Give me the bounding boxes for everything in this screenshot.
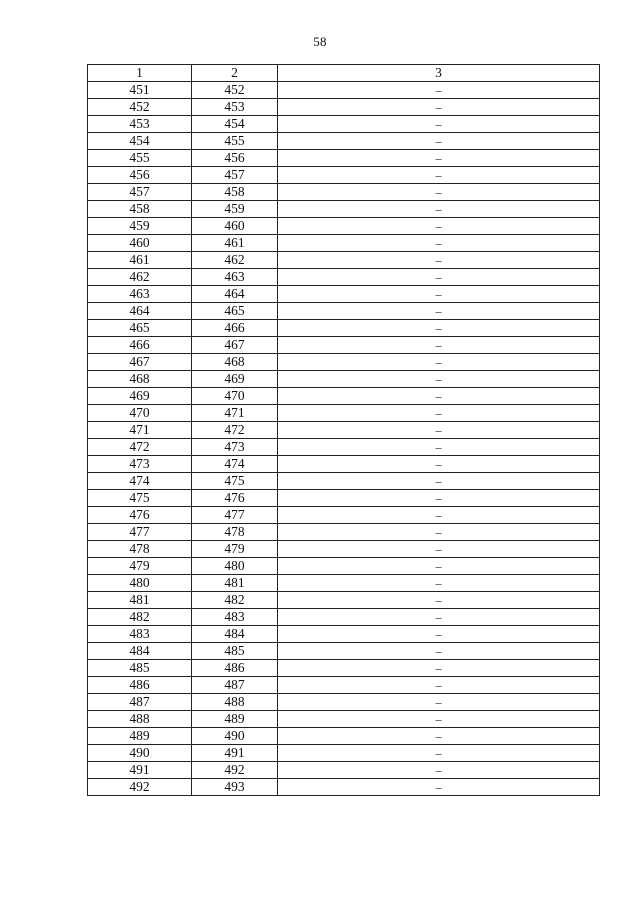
table-cell-col-2: 452 (192, 82, 278, 99)
table-cell-col-1: 477 (88, 524, 192, 541)
table-row (88, 626, 600, 643)
table-cell-col-3: – (278, 371, 600, 388)
table-cell-col-1: 460 (88, 235, 192, 252)
table-cell-col-1: 487 (88, 694, 192, 711)
table-cell-col-2: 458 (192, 184, 278, 201)
table-row (88, 320, 600, 337)
table-cell-col-1: 465 (88, 320, 192, 337)
table-cell-col-3: – (278, 490, 600, 507)
table-row (88, 218, 600, 235)
table-cell-col-1: 468 (88, 371, 192, 388)
table-row (88, 252, 600, 269)
table-cell-col-1: 489 (88, 728, 192, 745)
table-row (88, 524, 600, 541)
table-cell-col-3: – (278, 303, 600, 320)
table-cell-col-3: – (278, 354, 600, 371)
table-cell-col-3: – (278, 405, 600, 422)
table-cell-col-1: 454 (88, 133, 192, 150)
table-cell-col-1: 490 (88, 745, 192, 762)
table-cell-col-2: 462 (192, 252, 278, 269)
table-row (88, 779, 600, 796)
table-cell-col-1: 482 (88, 609, 192, 626)
table-cell-col-2: 472 (192, 422, 278, 439)
table-cell-col-2: 470 (192, 388, 278, 405)
table-cell-col-2: 484 (192, 626, 278, 643)
table-cell-col-2: 493 (192, 779, 278, 796)
table-cell-col-3: – (278, 99, 600, 116)
table-row (88, 269, 600, 286)
table-row (88, 660, 600, 677)
table-cell-col-3: – (278, 456, 600, 473)
table-cell-col-1: 473 (88, 456, 192, 473)
table-cell-col-3: – (278, 779, 600, 796)
table-cell-col-1: 492 (88, 779, 192, 796)
table-row (88, 150, 600, 167)
table-cell-col-2: 475 (192, 473, 278, 490)
table-cell-col-1: 471 (88, 422, 192, 439)
table-row (88, 473, 600, 490)
table-cell-col-3: – (278, 694, 600, 711)
table-cell-col-1: 474 (88, 473, 192, 490)
table-row (88, 558, 600, 575)
table-cell-col-3: – (278, 507, 600, 524)
table-cell-col-1: 491 (88, 762, 192, 779)
table-cell-col-3: – (278, 201, 600, 218)
data-table (87, 64, 600, 796)
table-cell-col-2: 453 (192, 99, 278, 116)
table-cell-col-3: – (278, 473, 600, 490)
table-cell-col-2: 469 (192, 371, 278, 388)
table-row (88, 201, 600, 218)
table-cell-col-1: 464 (88, 303, 192, 320)
table-cell-col-2: 478 (192, 524, 278, 541)
table-cell-col-2: 465 (192, 303, 278, 320)
table-cell-col-1: 478 (88, 541, 192, 558)
table-cell-col-2: 479 (192, 541, 278, 558)
table-cell-col-3: – (278, 728, 600, 745)
table-row (88, 694, 600, 711)
table-cell-col-2: 455 (192, 133, 278, 150)
table-cell-col-1: 457 (88, 184, 192, 201)
table-cell-col-1: 455 (88, 150, 192, 167)
table-cell-col-2: 488 (192, 694, 278, 711)
table-cell-col-3: – (278, 745, 600, 762)
table-cell-col-1: 484 (88, 643, 192, 660)
table-cell-col-2: 485 (192, 643, 278, 660)
table-row (88, 592, 600, 609)
table-cell-col-2: 487 (192, 677, 278, 694)
table-row (88, 388, 600, 405)
table-cell-col-2: 473 (192, 439, 278, 456)
table-cell-col-2: 471 (192, 405, 278, 422)
table-cell-col-3: – (278, 116, 600, 133)
table-row (88, 711, 600, 728)
table-cell-col-2: 492 (192, 762, 278, 779)
table-cell-col-1: 476 (88, 507, 192, 524)
table-row (88, 405, 600, 422)
table-cell-col-1: 467 (88, 354, 192, 371)
table-cell-col-1: 463 (88, 286, 192, 303)
table-cell-col-2: 456 (192, 150, 278, 167)
table-cell-col-2: 460 (192, 218, 278, 235)
table-row (88, 82, 600, 99)
table-row (88, 133, 600, 150)
table-cell-col-1: 481 (88, 592, 192, 609)
table-cell-col-2: 477 (192, 507, 278, 524)
table-row (88, 609, 600, 626)
table-cell-col-2: 481 (192, 575, 278, 592)
table-row (88, 303, 600, 320)
table-cell-col-1: 483 (88, 626, 192, 643)
column-header-1: 1 (88, 65, 192, 82)
table-cell-col-2: 464 (192, 286, 278, 303)
table-cell-col-2: 467 (192, 337, 278, 354)
table-cell-col-3: – (278, 167, 600, 184)
table-row (88, 354, 600, 371)
table-cell-col-3: – (278, 575, 600, 592)
table-row (88, 490, 600, 507)
table-row (88, 643, 600, 660)
table-cell-col-1: 470 (88, 405, 192, 422)
table-body (88, 82, 600, 796)
table-cell-col-3: – (278, 422, 600, 439)
table-cell-col-1: 452 (88, 99, 192, 116)
table-row (88, 167, 600, 184)
table-row (88, 286, 600, 303)
table-cell-col-3: – (278, 762, 600, 779)
table-row (88, 371, 600, 388)
table-cell-col-1: 451 (88, 82, 192, 99)
table-cell-col-1: 466 (88, 337, 192, 354)
table-cell-col-3: – (278, 252, 600, 269)
table-row (88, 184, 600, 201)
table-cell-col-2: 459 (192, 201, 278, 218)
table-row (88, 745, 600, 762)
header-row (88, 65, 600, 82)
table-row (88, 439, 600, 456)
table-cell-col-3: – (278, 337, 600, 354)
table-cell-col-3: – (278, 541, 600, 558)
table-header (88, 65, 600, 82)
table-cell-col-3: – (278, 677, 600, 694)
table-cell-col-2: 480 (192, 558, 278, 575)
table-cell-col-3: – (278, 218, 600, 235)
table-cell-col-2: 468 (192, 354, 278, 371)
table-cell-col-1: 479 (88, 558, 192, 575)
table-cell-col-2: 457 (192, 167, 278, 184)
table-row (88, 728, 600, 745)
table-cell-col-2: 463 (192, 269, 278, 286)
table-cell-col-2: 491 (192, 745, 278, 762)
table-cell-col-3: – (278, 82, 600, 99)
table-cell-col-3: – (278, 643, 600, 660)
table-cell-col-1: 475 (88, 490, 192, 507)
table-cell-col-1: 456 (88, 167, 192, 184)
table-row (88, 99, 600, 116)
table-row (88, 116, 600, 133)
table-cell-col-2: 476 (192, 490, 278, 507)
table-cell-col-1: 488 (88, 711, 192, 728)
table-cell-col-3: – (278, 558, 600, 575)
table-row (88, 762, 600, 779)
table-cell-col-3: – (278, 269, 600, 286)
table-cell-col-2: 482 (192, 592, 278, 609)
table-cell-col-3: – (278, 133, 600, 150)
table-cell-col-2: 486 (192, 660, 278, 677)
table-cell-col-2: 461 (192, 235, 278, 252)
table-row (88, 337, 600, 354)
table-cell-col-3: – (278, 626, 600, 643)
table-row (88, 456, 600, 473)
table-cell-col-1: 485 (88, 660, 192, 677)
table-row (88, 677, 600, 694)
column-header-3: 3 (278, 65, 600, 82)
table-cell-col-2: 454 (192, 116, 278, 133)
table-cell-col-2: 490 (192, 728, 278, 745)
table-cell-col-3: – (278, 711, 600, 728)
table-row (88, 575, 600, 592)
table-cell-col-2: 466 (192, 320, 278, 337)
table-cell-col-2: 489 (192, 711, 278, 728)
table-cell-col-2: 483 (192, 609, 278, 626)
table-cell-col-3: – (278, 286, 600, 303)
table-cell-col-3: – (278, 320, 600, 337)
table-cell-col-1: 480 (88, 575, 192, 592)
table-cell-col-1: 472 (88, 439, 192, 456)
table-cell-col-3: – (278, 439, 600, 456)
table-cell-col-3: – (278, 235, 600, 252)
table-cell-col-1: 462 (88, 269, 192, 286)
table-cell-col-1: 469 (88, 388, 192, 405)
table-row (88, 507, 600, 524)
table-row (88, 541, 600, 558)
table-row (88, 422, 600, 439)
table-cell-col-3: – (278, 184, 600, 201)
table-cell-col-3: – (278, 609, 600, 626)
table-row (88, 235, 600, 252)
table-cell-col-2: 474 (192, 456, 278, 473)
table-cell-col-1: 459 (88, 218, 192, 235)
table-cell-col-3: – (278, 592, 600, 609)
table-cell-col-1: 461 (88, 252, 192, 269)
table-cell-col-1: 486 (88, 677, 192, 694)
column-header-2: 2 (192, 65, 278, 82)
table-cell-col-1: 458 (88, 201, 192, 218)
table-cell-col-3: – (278, 388, 600, 405)
table-cell-col-3: – (278, 660, 600, 677)
table-cell-col-1: 453 (88, 116, 192, 133)
table-cell-col-3: – (278, 150, 600, 167)
table-cell-col-3: – (278, 524, 600, 541)
page-number: 58 (313, 34, 327, 49)
